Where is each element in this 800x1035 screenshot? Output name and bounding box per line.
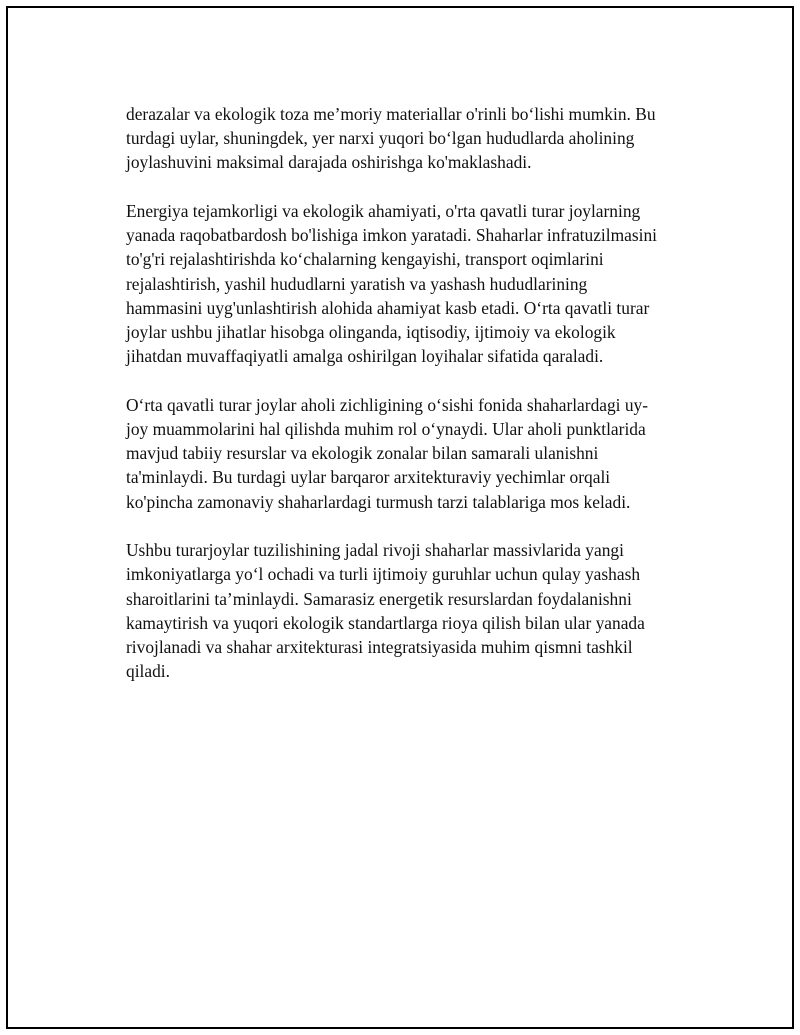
text-line: ta'minlaydi. Bu turdagi uylar barqaror arxitekturaviy yechimlar orqali — [126, 467, 611, 488]
text-line: rejalashtirish, yashil hududlarni yaratish va yashash hududlarining — [126, 273, 588, 294]
text-line: derazalar va ekologik toza me’moriy materiallar o'rinli bo‘lishi mumkin. Bu — [126, 104, 656, 124]
paragraph-4 — [126, 538, 694, 683]
text-line: ko'pincha zamonaviy shaharlardagi turmush tarzi talablariga mos keladi. — [126, 491, 631, 512]
text-line: kamaytirish va yuqori ekologik standartlarga rioya qilish bilan ular yanada — [126, 612, 645, 633]
text-line: Ushbu turarjoylar tuzilishining jadal rivoji shaharlar massivlarida yangi — [126, 540, 624, 561]
text-line: to'g'ri rejalashtirishda ko‘chalarning kengayishi, transport oqimlarini — [126, 249, 604, 270]
paragraph-2 — [126, 199, 694, 368]
text-line: joylar ushbu jihatlar hisobga olinganda, iqtisodiy, ijtimoiy va ekologik — [126, 322, 616, 343]
page-frame — [6, 6, 794, 1029]
text-line: mavjud tabiiy resurslar va ekologik zonalar bilan samarali ulanishni — [126, 443, 599, 464]
text-line: qiladi. — [126, 661, 170, 682]
text-line: yanada raqobatbardosh bo'lishiga imkon yaratadi. Shaharlar infratuzilmasini — [126, 225, 657, 246]
text-line: hammasini uyg'unlashtirish alohida ahamiyat kasb etadi. O‘rta qavatli turar — [126, 297, 650, 318]
text-line: joylashuvini maksimal darajada oshirishga ko'maklashadi. — [126, 152, 532, 173]
text-line: joy muammolarini hal qilishda muhim rol o‘ynaydi. Ular aholi punktlarida — [126, 419, 646, 440]
text-line: sharoitlarini ta’minlaydi. Samarasiz energetik resurslardan foydalanishni — [126, 588, 632, 609]
document-body — [126, 102, 694, 708]
text-line: imkoniyatlarga yo‘l ochadi va turli ijtimoiy guruhlar uchun qulay yashash — [126, 564, 641, 585]
text-line: O‘rta qavatli turar joylar aholi zichligining o‘sishi fonida shaharlardagi uy- — [126, 394, 649, 415]
text-line: turdagi uylar, shuningdek, yer narxi yuqori bo‘lgan hududlarda aholining — [126, 128, 635, 149]
text-line: jihatdan muvaffaqiyatli amalga oshirilgan loyihalar sifatida qaraladi. — [126, 346, 604, 367]
text-line: Energiya tejamkorligi va ekologik ahamiyati, o'rta qavatli turar joylarning — [126, 201, 641, 221]
text-line: rivojlanadi va shahar arxitekturasi integratsiyasida muhim qismni tashkil — [126, 637, 633, 658]
paragraph-3 — [126, 393, 694, 514]
paragraph-1 — [126, 102, 694, 175]
